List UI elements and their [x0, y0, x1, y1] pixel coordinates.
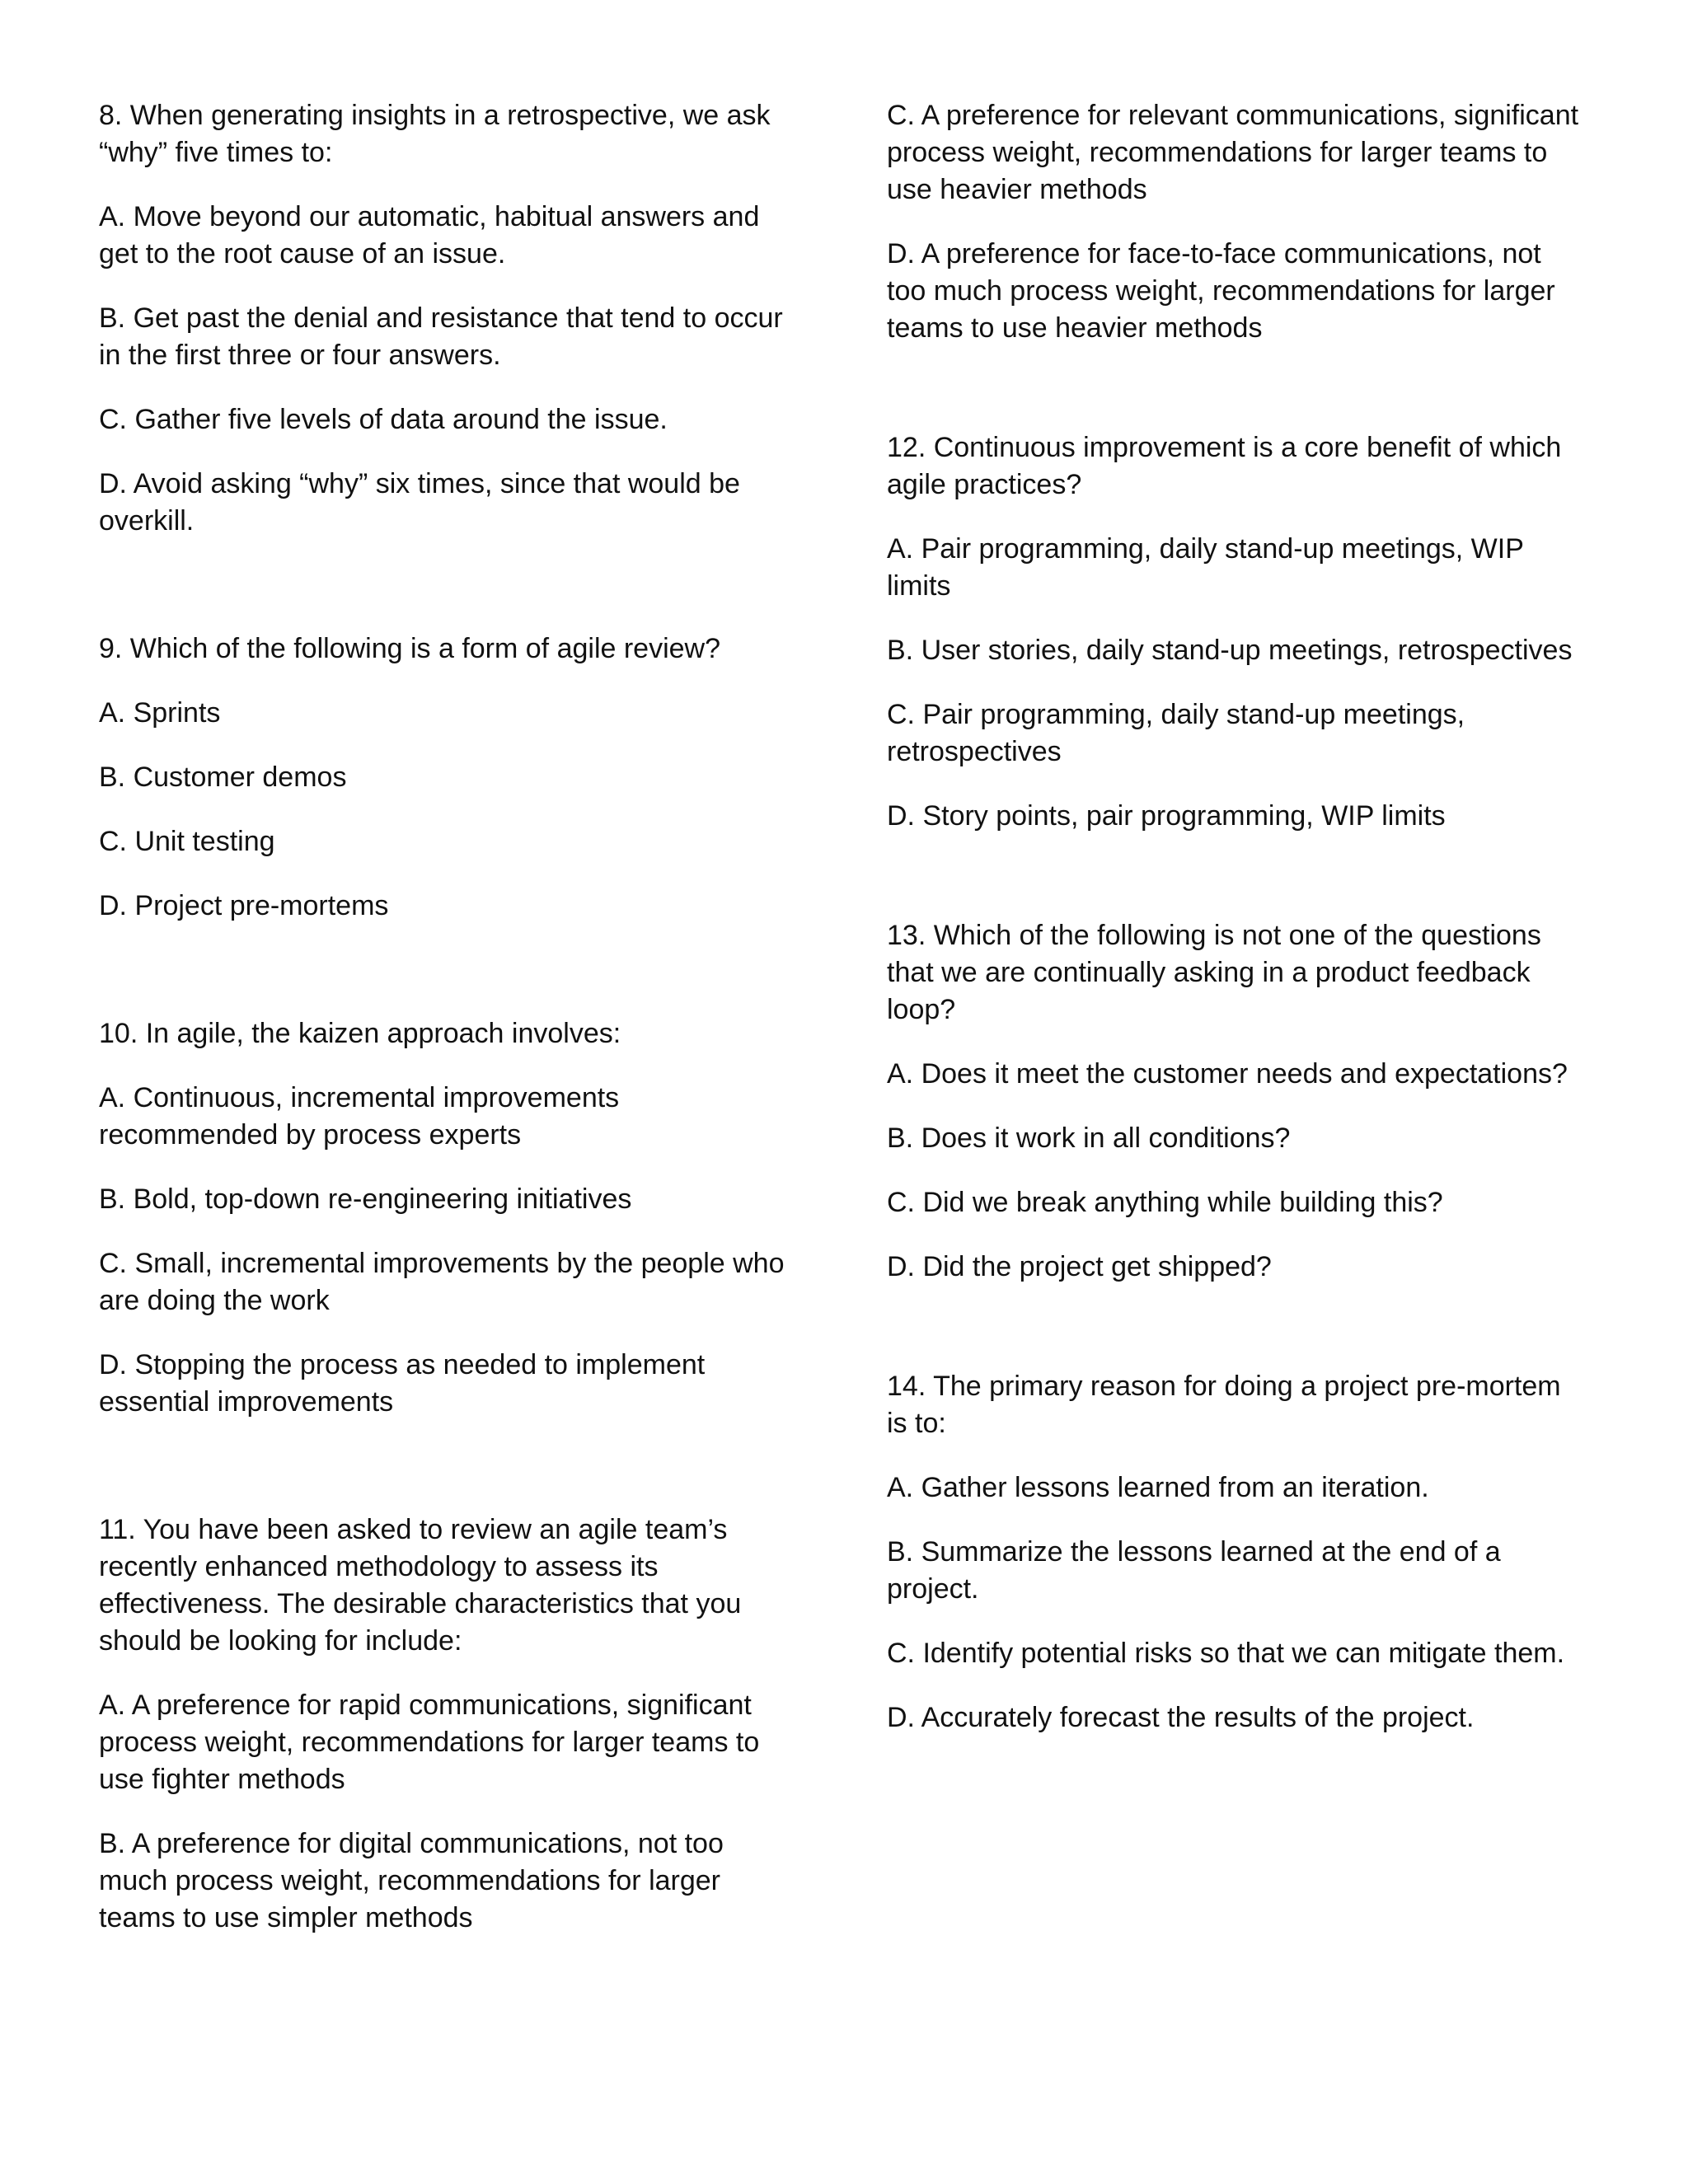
question-10-option-c: C. Small, incremental improvements by the people who are doing the work	[99, 1248, 785, 1316]
question-12-option-c: C. Pair programming, daily stand-up meetings, retrospectives	[887, 699, 1465, 767]
question-13-option-c: C. Did we break anything while building this?	[887, 1187, 1443, 1218]
question-14-option-c: C. Identify potential risks so that we can mitigate them.	[887, 1638, 1565, 1669]
question-12: 12. Continuous improvement is a core benefit of which agile practices?	[887, 432, 1562, 500]
question-11-option-b: B. A preference for digital communications, not too much process weight, recommendations for larger teams to use simpler methods	[99, 1828, 724, 1933]
left-column	[99, 97, 791, 1964]
question-13: 13. Which of the following is not one of the questions that we are continually asking in a product feedback loop?	[887, 920, 1541, 1025]
question-11-option-a: A. A preference for rapid communications, significant process weight, recommendations for larger teams to use fighter methods	[99, 1690, 760, 1795]
question-10-option-d: D. Stopping the process as needed to implement essential improvements	[99, 1349, 706, 1418]
question-10-option-a: A. Continuous, incremental improvements recommended by process experts	[99, 1082, 620, 1151]
question-14-option-d: D. Accurately forecast the results of the project.	[887, 1702, 1475, 1733]
question-13-option-b: B. Does it work in all conditions?	[887, 1122, 1291, 1154]
question-14-option-b: B. Summarize the lessons learned at the end of a project.	[887, 1536, 1501, 1605]
question-11-option-d: D. A preference for face-to-face communications, not too much process weight, recommendations for larger teams to use heavier methods	[887, 238, 1555, 344]
question-12-option-d: D. Story points, pair programming, WIP limits	[887, 800, 1446, 832]
question-8: 8. When generating insights in a retrospective, we ask “why” five times to:	[99, 100, 771, 168]
question-10-option-b: B. Bold, top-down re-engineering initiatives	[99, 1183, 632, 1215]
question-9-option-c: C. Unit testing	[99, 826, 275, 857]
question-14: 14. The primary reason for doing a project pre-mortem is to:	[887, 1371, 1561, 1439]
question-9: 9. Which of the following is a form of agile review?	[99, 633, 721, 664]
question-8-option-c: C. Gather five levels of data around the issue.	[99, 404, 668, 435]
question-14-option-a: A. Gather lessons learned from an iteration.	[887, 1472, 1429, 1503]
question-8-option-b: B. Get past the denial and resistance that tend to occur in the first three or four answers.	[99, 302, 783, 371]
question-11: 11. You have been asked to review an agile team’s recently enhanced methodology to assess its effectiveness. The desirable characteristics that you should be looking for include:	[99, 1514, 742, 1657]
question-9-option-d: D. Project pre-mortems	[99, 890, 389, 921]
question-12-option-b: B. User stories, daily stand-up meetings, retrospectives	[887, 635, 1573, 666]
question-13-option-a: A. Does it meet the customer needs and expectations?	[887, 1058, 1568, 1090]
question-10: 10. In agile, the kaizen approach involves:	[99, 1018, 621, 1049]
question-9-option-b: B. Customer demos	[99, 762, 347, 793]
question-9-option-a: A. Sprints	[99, 697, 221, 729]
question-11-option-c: C. A preference for relevant communications, significant process weight, recommendations for larger teams to use heavier methods	[887, 100, 1579, 205]
question-8-option-a: A. Move beyond our automatic, habitual answers and get to the root cause of an issue.	[99, 201, 760, 269]
question-8-option-d: D. Avoid asking “why” six times, since that would be overkill.	[99, 468, 740, 537]
question-12-option-a: A. Pair programming, daily stand-up meetings, WIP limits	[887, 533, 1524, 602]
right-column	[887, 97, 1587, 1764]
question-13-option-d: D. Did the project get shipped?	[887, 1251, 1272, 1282]
